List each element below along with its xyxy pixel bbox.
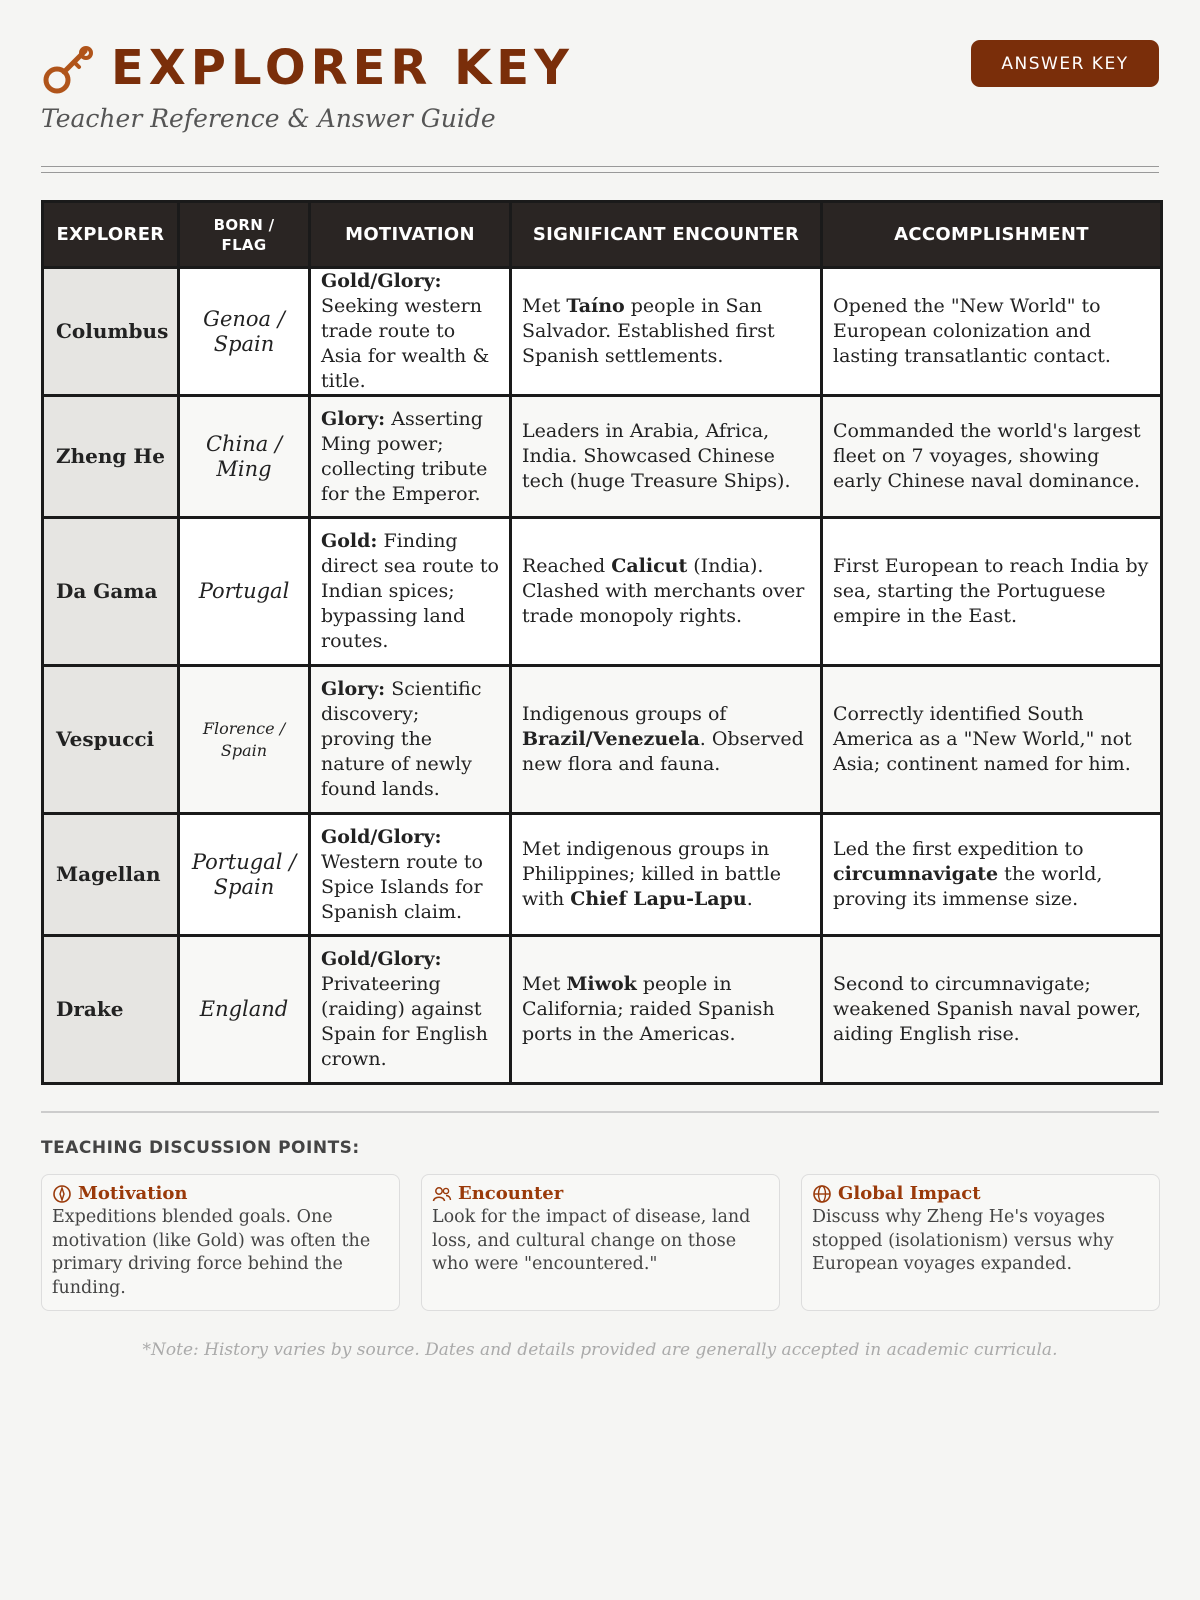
encounter-text: Met indigenous groups in Philippines; killed in battle with [522,838,781,910]
born-flag [179,936,310,1084]
born-flag [179,396,310,518]
born-flag [179,666,310,814]
motivation-cell [310,396,511,518]
encounter-emphasis: Chief Lapu-Lapu [570,888,747,910]
accomplishment-cell [822,268,1162,396]
accomplishment-text: Second to circumnavigate; weakened Spanish naval power, aiding English rise. [833,973,1142,1045]
accomplishment-cell [822,936,1162,1084]
explorer-name: Vespucci [43,666,179,814]
header-explorer: EXPLORER [43,202,179,268]
explorer-name: Zheng He [43,396,179,518]
motivation-cell [310,518,511,666]
encounter-cell [511,518,822,666]
encounter-text: . Observed new flora and fauna. [522,728,804,775]
motivation-text: Asserting Ming power; collecting tribute for the Emperor. [321,407,488,505]
discussion-cards [41,1174,1160,1311]
motivation-cell [310,814,511,936]
encounter-emphasis: Taíno [566,295,625,317]
encounter-cell [511,396,822,518]
explorer-name: Drake [43,936,179,1084]
motivation-label: Glory: [321,407,386,430]
title-row [41,40,574,96]
born-flag [179,518,310,666]
card-body: Discuss why Zheng He's voyages stopped (isolationism) versus why European voyages expanded. [812,1207,1114,1274]
encounter-text: Met [522,295,567,317]
accomplishment-text: Correctly identified South America as a "New World," not Asia; continent named for him. [833,703,1132,775]
card-body: Look for the impact of disease, land loss, and cultural change on those who were "encountered." [432,1207,751,1274]
accomplishment-text: Opened the "New World" to European colonization and lasting transatlantic contact. [833,295,1111,367]
table-row [43,518,1162,666]
born-line1: Florence / [202,718,286,738]
motivation-text: Scientific discovery; proving the nature of newly found lands. [321,678,482,800]
card-body: Expeditions blended goals. One motivation (like Gold) was often the primary driving force behind the funding. [52,1207,371,1298]
card-heading: Global Impact [838,1183,981,1204]
header-born-line2: FLAG [221,235,267,254]
page-subtitle: Teacher Reference & Answer Guide [41,104,496,133]
encounter-cell [511,666,822,814]
discussion-card-global-impact [801,1174,1160,1311]
encounter-text: people in California; raided Spanish ports in the Americas. [522,973,775,1045]
header [41,0,1159,166]
born-line1: Portugal [198,579,290,603]
header-divider [41,166,1159,173]
born-line1: England [199,997,289,1021]
table-row [43,936,1162,1084]
discussion-title: TEACHING DISCUSSION POINTS: [41,1138,360,1158]
explorer-name: Columbus [43,268,179,396]
compass-icon [52,1184,72,1204]
encounter-emphasis: Miwok [566,973,637,995]
born-line1: Portugal / [191,849,297,874]
born-flag [179,268,310,396]
header-encounter: SIGNIFICANT ENCOUNTER [511,202,822,268]
encounter-cell [511,814,822,936]
explorer-name: Magellan [43,814,179,936]
footnote: *Note: History varies by source. Dates and details provided are generally accepted in academic curricula. [142,1340,1058,1360]
encounter-text: Met [522,973,567,995]
explorer-table [41,200,1163,1085]
card-heading: Encounter [458,1183,564,1204]
header-born-flag [179,202,310,268]
accomplishment-text: First European to reach India by sea, starting the Portuguese empire in the East. [833,555,1149,627]
accomplishment-text: the world, proving its immense size. [833,863,1103,910]
encounter-text: (India). Clashed with merchants over trade monopoly rights. [522,555,805,627]
born-line1: China / [205,431,283,456]
motivation-label: Gold/Glory: [321,270,442,292]
motivation-label: Gold/Glory: [321,825,442,848]
motivation-text: Finding direct sea route to Indian spices; bypassing land routes. [321,530,499,652]
accomplishment-cell [822,814,1162,936]
answer-key-badge: ANSWER KEY [971,40,1159,87]
discussion-card-encounter [421,1174,780,1311]
accomplishment-emphasis: circumnavigate [833,863,999,885]
encounter-text: Indigenous groups of [522,703,727,725]
table-row [43,814,1162,936]
encounter-emphasis: Brazil/Venezuela [522,728,700,750]
accomplishment-cell [822,518,1162,666]
people-icon [432,1184,452,1204]
accomplishment-cell [822,666,1162,814]
globe-icon [812,1184,832,1204]
header-born-line1: BORN / [213,215,275,234]
card-heading: Motivation [78,1183,188,1204]
born-line2: Spain [220,740,268,760]
born-flag [179,814,310,936]
header-accomplishment: ACCOMPLISHMENT [822,202,1162,268]
encounter-cell [511,268,822,396]
encounter-cell [511,936,822,1084]
encounter-text: Reached [522,555,612,577]
encounter-text: Leaders in Arabia, Africa, India. Showcased Chinese tech (huge Treasure Ships). [522,420,791,492]
table-row [43,396,1162,518]
accomplishment-text: Commanded the world's largest fleet on 7 voyages, showing early Chinese naval dominance. [833,420,1141,492]
born-line2: Spain [213,331,275,356]
born-line2: Ming [216,456,272,481]
accomplishment-cell [822,396,1162,518]
discussion-card-motivation [41,1174,400,1311]
motivation-cell [310,268,511,396]
motivation-label: Gold: [321,530,378,552]
encounter-emphasis: Calicut [611,555,688,577]
table-row [43,268,1162,396]
born-line2: Spain [213,874,275,899]
page-title: EXPLORER KEY [111,40,574,96]
encounter-text: . [746,888,753,910]
explorer-name: Da Gama [43,518,179,666]
encounter-text: people in San Salvador. Established first Spanish settlements. [522,295,775,367]
header-motivation: MOTIVATION [310,202,511,268]
key-icon [41,40,97,96]
motivation-cell [310,666,511,814]
section-divider [41,1111,1159,1113]
motivation-cell [310,936,511,1084]
motivation-text: Seeking western trade route to Asia for wealth & title. [321,295,490,392]
motivation-text: Privateering (raiding) against Spain for English crown. [321,973,488,1070]
motivation-text: Western route to Spice Islands for Spanish claim. [321,850,483,923]
born-line1: Genoa / [203,306,285,331]
motivation-label: Glory: [321,678,386,700]
accomplishment-text: Led the first expedition to [833,838,1084,860]
motivation-label: Gold/Glory: [321,948,442,970]
table-header-row [43,202,1162,268]
table-row [43,666,1162,814]
